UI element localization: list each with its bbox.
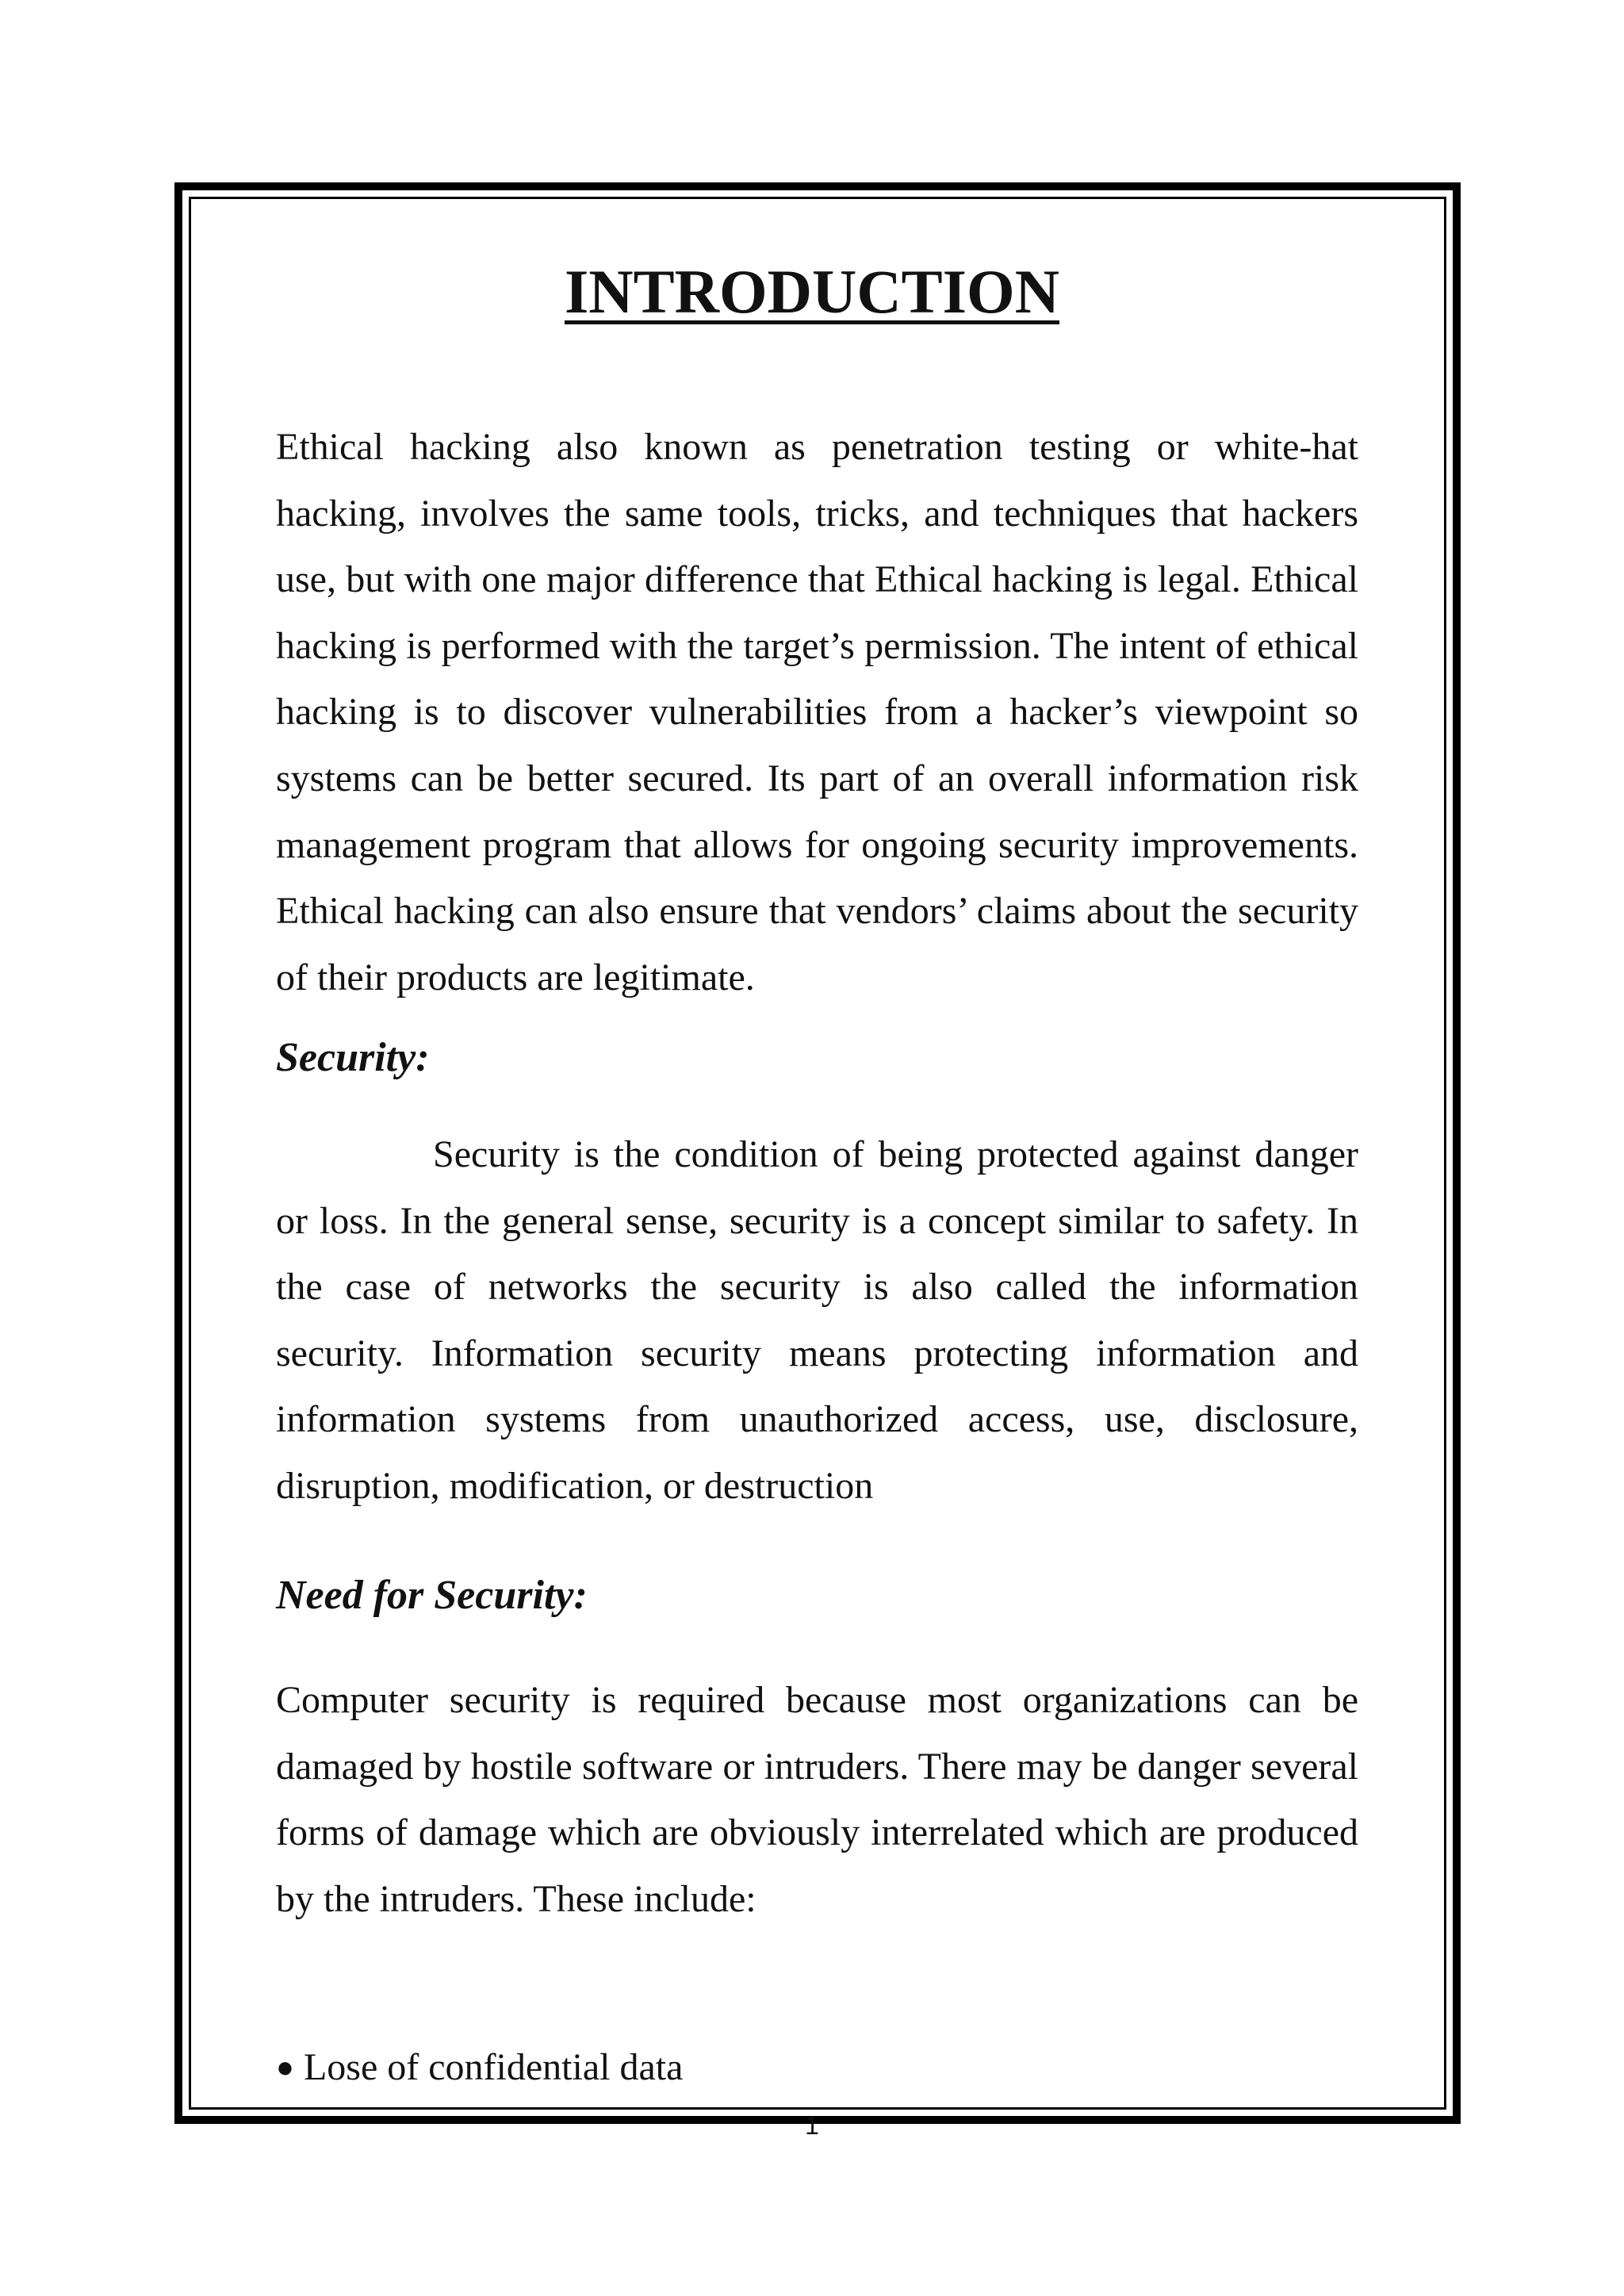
bullet-icon: ● bbox=[276, 2051, 294, 2084]
page-title bbox=[0, 252, 1624, 332]
page-title-text: INTRODUCTION bbox=[564, 257, 1060, 326]
section-heading-security: Security: bbox=[276, 1035, 430, 1080]
page-number: 1 bbox=[805, 2111, 819, 2140]
need-for-security-paragraph: Computer security is required because most organizations can be damaged by hostile software or intruders. There may be danger several forms of damage which are obviously interrelated which are produced by the intruders. These include: bbox=[276, 1679, 1358, 1920]
section-heading-need-for-security: Need for Security: bbox=[276, 1573, 588, 1618]
list-item bbox=[276, 2034, 683, 2101]
intro-paragraph: Ethical hacking also known as penetration testing or white-hat hacking, involves the same tools, tricks, and techniques that hackers use, but with one major difference that Ethical hacking is legal. Ethical hacking is performed with the target’s permission. The intent of ethical hacking is to discover vulnerabilities from a hacker’s viewpoint so systems can be better secured. Its part of an overall information risk management program that allows for ongoing security improvements. Ethical hacking can also ensure that vendors’ claims about the security of their products are legitimate. bbox=[276, 426, 1358, 999]
list-item-text: Lose of confidential data bbox=[303, 2046, 684, 2088]
security-paragraph: Security is the condition of being protected against danger or loss. In the general sense, security is a concept similar to safety. In the case of networks the security is also called the information security. Information security means protecting information and information systems from unauthorized access, use, disclosure, disruption, modification, or destruction bbox=[276, 1133, 1358, 1507]
